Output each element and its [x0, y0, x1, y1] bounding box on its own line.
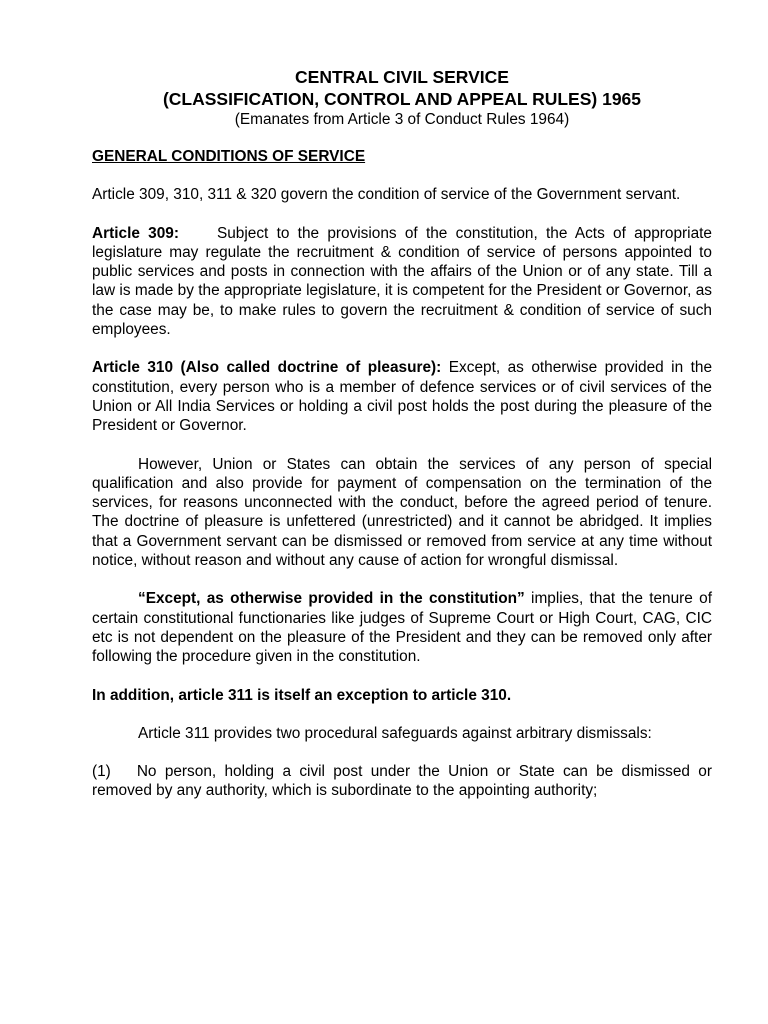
section-heading: GENERAL CONDITIONS OF SERVICE [92, 148, 366, 165]
addition-paragraph: In addition, article 311 is itself an exception to article 310. [92, 686, 512, 704]
document-title-line-2: (CLASSIFICATION, CONTROL AND APPEAL RULES) 1965 [162, 89, 642, 109]
document-subtitle: (Emanates from Article 3 of Conduct Rules 1964) [234, 111, 570, 128]
article-309-text: Subject to the provisions of the constitution, the Acts of appropriate legislature may regulate the recruitment & condition of service of persons appointed to public services and posts in connection with the affairs of the Union or of any state. Till a law is made by the appropriate legislature, it is competent for the President or Governor, as the case may be, to make rules to govern the recruitment & condition of service of such employees. [92, 224, 712, 339]
however-paragraph: However, Union or States can obtain the services of any person of special qualification and also provide for payment of compensation on the termination of the services, for reasons unconnected with the conduct, before the agreed period of tenure. The doctrine of pleasure is unfettered (unrestricted) and it cannot be abridged. It implies that a Government servant can be dismissed or removed from service at any time without notice, without reason and without any cause of action for wrongful dismissal. [92, 455, 712, 570]
article-311-paragraph: Article 311 provides two procedural safeguards against arbitrary dismissals: [138, 724, 652, 742]
intro-paragraph: Article 309, 310, 311 & 320 govern the condition of service of the Government servant. [92, 186, 681, 204]
except-paragraph [92, 589, 712, 666]
except-quote: “Except, as otherwise provided in the constitution” [138, 590, 525, 608]
article-309-label: Article 309: [92, 224, 179, 242]
except-text: implies, that the tenure of certain constitutional functionaries like judges of Supreme Court or High Court, CAG, CIC etc is not dependent on the pleasure of the President and they can be removed only after following the procedure given in the constitution. [92, 590, 712, 666]
document-title-line-1: CENTRAL CIVIL SERVICE [295, 67, 509, 87]
article-310-paragraph [92, 358, 712, 435]
document-page [92, 66, 712, 801]
article-310-label: Article 310 (Also called doctrine of pleasure): [92, 359, 442, 377]
article-309-paragraph [92, 224, 712, 340]
list-item-1-number: (1) [92, 763, 111, 781]
article-310-text: Except, as otherwise provided in the constitution, every person who is a member of defence services or of civil services of the Union or All India Services or holding a civil post holds the post during the pleasure of the President or Governor. [92, 359, 713, 435]
list-item-1-text: No person, holding a civil post under the Union or State can be dismissed or removed by any authority, which is subordinate to the appointing authority; [92, 763, 712, 800]
list-item-1 [92, 762, 712, 801]
